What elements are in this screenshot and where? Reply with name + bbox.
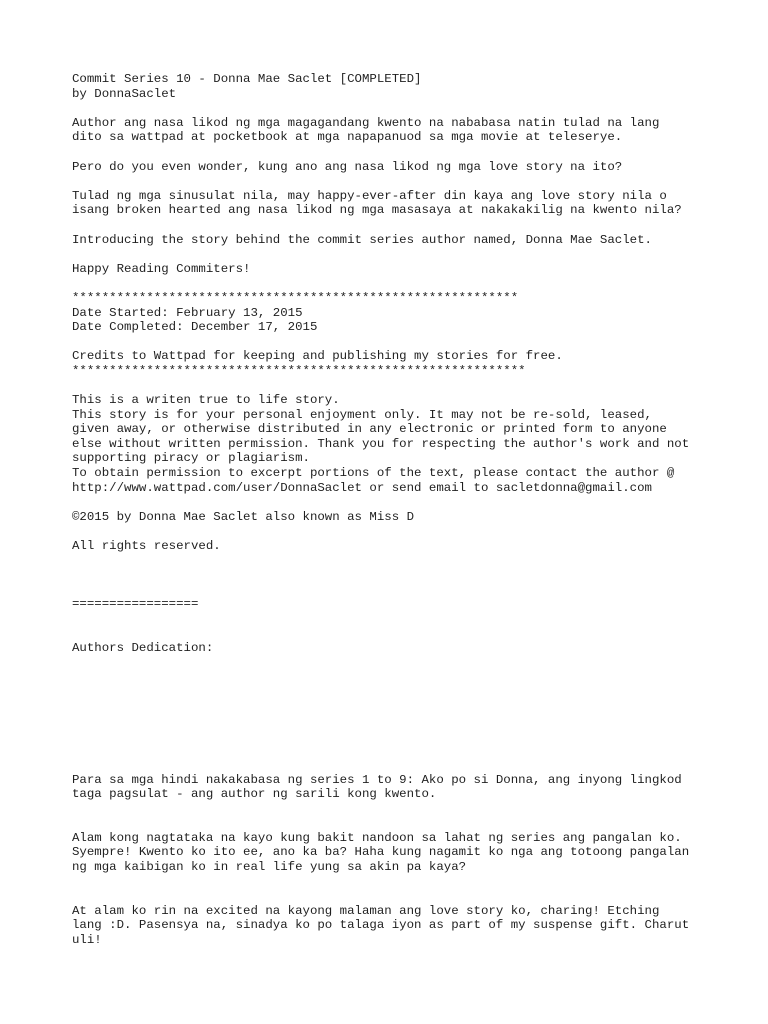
blank-line (72, 729, 732, 744)
blank-line (72, 875, 732, 890)
text-line: Credits to Wattpad for keeping and publishing my stories for free. (72, 349, 563, 364)
text-line: Authors Dedication: (72, 641, 214, 656)
text-line: supporting piracy or plagiarism. (72, 451, 310, 466)
author-byline: by DonnaSaclet (72, 86, 177, 101)
document-page (72, 72, 732, 948)
blank-line (72, 554, 732, 569)
text-line: Syempre! Kwento ko ito ee, ano ka ba? Haha kung nagamit ko nga ang totoong pangalan (72, 845, 690, 860)
equals-divider: ================= (72, 597, 199, 612)
text-line: taga pagsulat - ang author ng sarili kong kwento. (72, 787, 437, 802)
text-line: lang :D. Pasensya na, sinadya ko po talaga iyon as part of my suspense gift. Charut (72, 918, 690, 933)
blank-line (72, 700, 732, 715)
blank-line (72, 335, 732, 350)
text-line: else without written permission. Thank you for respecting the author's work and not (72, 436, 690, 451)
blank-line (72, 378, 732, 393)
blank-line (72, 583, 732, 598)
text-line: Date Completed: December 17, 2015 (72, 320, 318, 335)
blank-line (72, 218, 732, 233)
text-line: http://www.wattpad.com/user/DonnaSaclet or send email to sacletdonna@gmail.com (72, 480, 652, 495)
text-line: Happy Reading Commiters! (72, 261, 251, 276)
blank-line (72, 685, 732, 700)
asterisk-divider: ************************************************************ (72, 290, 519, 305)
text-line: Pero do you even wonder, kung ano ang nasa likod ng mga love story na ito? (72, 159, 623, 174)
text-line: This is a writen true to life story. (72, 393, 340, 408)
blank-line (72, 758, 732, 773)
blank-line (72, 802, 732, 817)
blank-line (72, 276, 732, 291)
text-line: Tulad ng mga sinusulat nila, may happy-ever-after din kaya ang love story nila o (72, 188, 667, 203)
blank-line (72, 101, 732, 116)
blank-line (72, 743, 732, 758)
blank-line (72, 656, 732, 671)
text-line: dito sa wattpad at pocketbook at mga napapanuod sa mga movie at teleserye. (72, 130, 623, 145)
text-line: At alam ko rin na excited na kayong malaman ang love story ko, charing! Etching (72, 903, 660, 918)
text-line: ng mga kaibigan ko in real life yung sa akin pa kaya? (72, 860, 467, 875)
text-line: uli! (72, 933, 102, 948)
blank-line (72, 627, 732, 642)
text-line: ©2015 by Donna Mae Saclet also known as Miss D (72, 509, 415, 524)
blank-line (72, 174, 732, 189)
blank-line (72, 816, 732, 831)
blank-line (72, 247, 732, 262)
text-line: Date Started: February 13, 2015 (72, 305, 303, 320)
text-line: Alam kong nagtataka na kayo kung bakit nandoon sa lahat ng series ang pangalan ko. (72, 830, 682, 845)
blank-line (72, 145, 732, 160)
asterisk-divider: ************************************************************* (72, 363, 526, 378)
text-line: To obtain permission to excerpt portions of the text, please contact the author @ (72, 466, 675, 481)
text-line: given away, or otherwise distributed in any electronic or printed form to anyone (72, 422, 667, 437)
text-line: All rights reserved. (72, 539, 221, 553)
document-title: Commit Series 10 - Donna Mae Saclet [COMPLETED] (72, 72, 422, 86)
text-line: isang broken hearted ang nasa likod ng mga masasaya at nakakakilig na kwento nila? (72, 203, 682, 218)
blank-line (72, 670, 732, 685)
text-line: Para sa mga hindi nakakabasa ng series 1 to 9: Ako po si Donna, ang inyong lingkod (72, 772, 682, 787)
blank-line (72, 889, 732, 904)
blank-line (72, 714, 732, 729)
blank-line (72, 495, 732, 510)
text-line: Introducing the story behind the commit series author named, Donna Mae Saclet. (72, 232, 652, 247)
text-line: This story is for your personal enjoyment only. It may not be re-sold, leased, (72, 407, 652, 422)
blank-line (72, 612, 732, 627)
blank-line (72, 568, 732, 583)
text-line: Author ang nasa likod ng mga magagandang kwento na nababasa natin tulad na lang (72, 115, 660, 130)
blank-line (72, 524, 732, 539)
